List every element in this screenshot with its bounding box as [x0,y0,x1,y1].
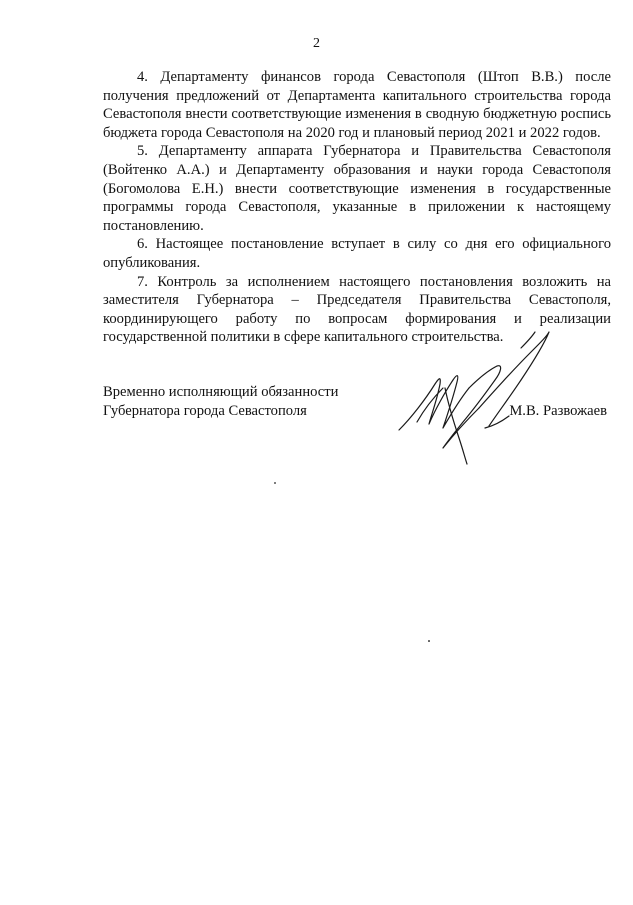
paragraph-5: 5. Департаменту аппарата Губернатора и Правительства Севастополя (Войтенко А.А.) и Департаменту образования и науки города Севастополя (Богомолова Е.Н.) внести соответствующие изменения в государственные программы города Севастополя, указанные в приложении к настоящему постановлению. [103,143,611,234]
signer-name: М.В. Развожаев [509,402,607,419]
paragraph-6: 6. Настоящее постановление вступает в силу со дня его официального опубликования. [103,236,611,271]
signer-title-line-1: Временно исполняющий обязанности [103,384,339,400]
scan-speck-1 [274,482,276,484]
signature-stroke-7 [521,332,535,348]
paragraph-4: 4. Департаменту финансов города Севастополя (Штоп В.В.) после получения предложений от Департамента капитального строительства города Севастополя внести соответствующие изменения в сводную бюджетную роспись бюджета города Севастополя на 2020 год и плановый период 2021 и 2022 годов. [103,69,611,141]
signer-title-line-2: Губернатора города Севастополя [103,402,307,419]
signature-stroke-3 [479,332,549,426]
paragraph-7: 7. Контроль за исполнением настоящего постановления возложить на заместителя Губернатора – Председателя Правительства Севастополя, координирующего работу по вопросам формирования и реализации государственной политики в сфере капитального строительства. [103,273,611,346]
signature-stroke-1 [399,376,469,430]
page-number: 2 [313,36,320,51]
handwritten-signature [385,318,565,468]
signature-stroke-2 [443,366,501,448]
document-body [103,68,611,347]
signature-stroke-4 [445,388,467,464]
scan-speck-2 [428,640,430,642]
